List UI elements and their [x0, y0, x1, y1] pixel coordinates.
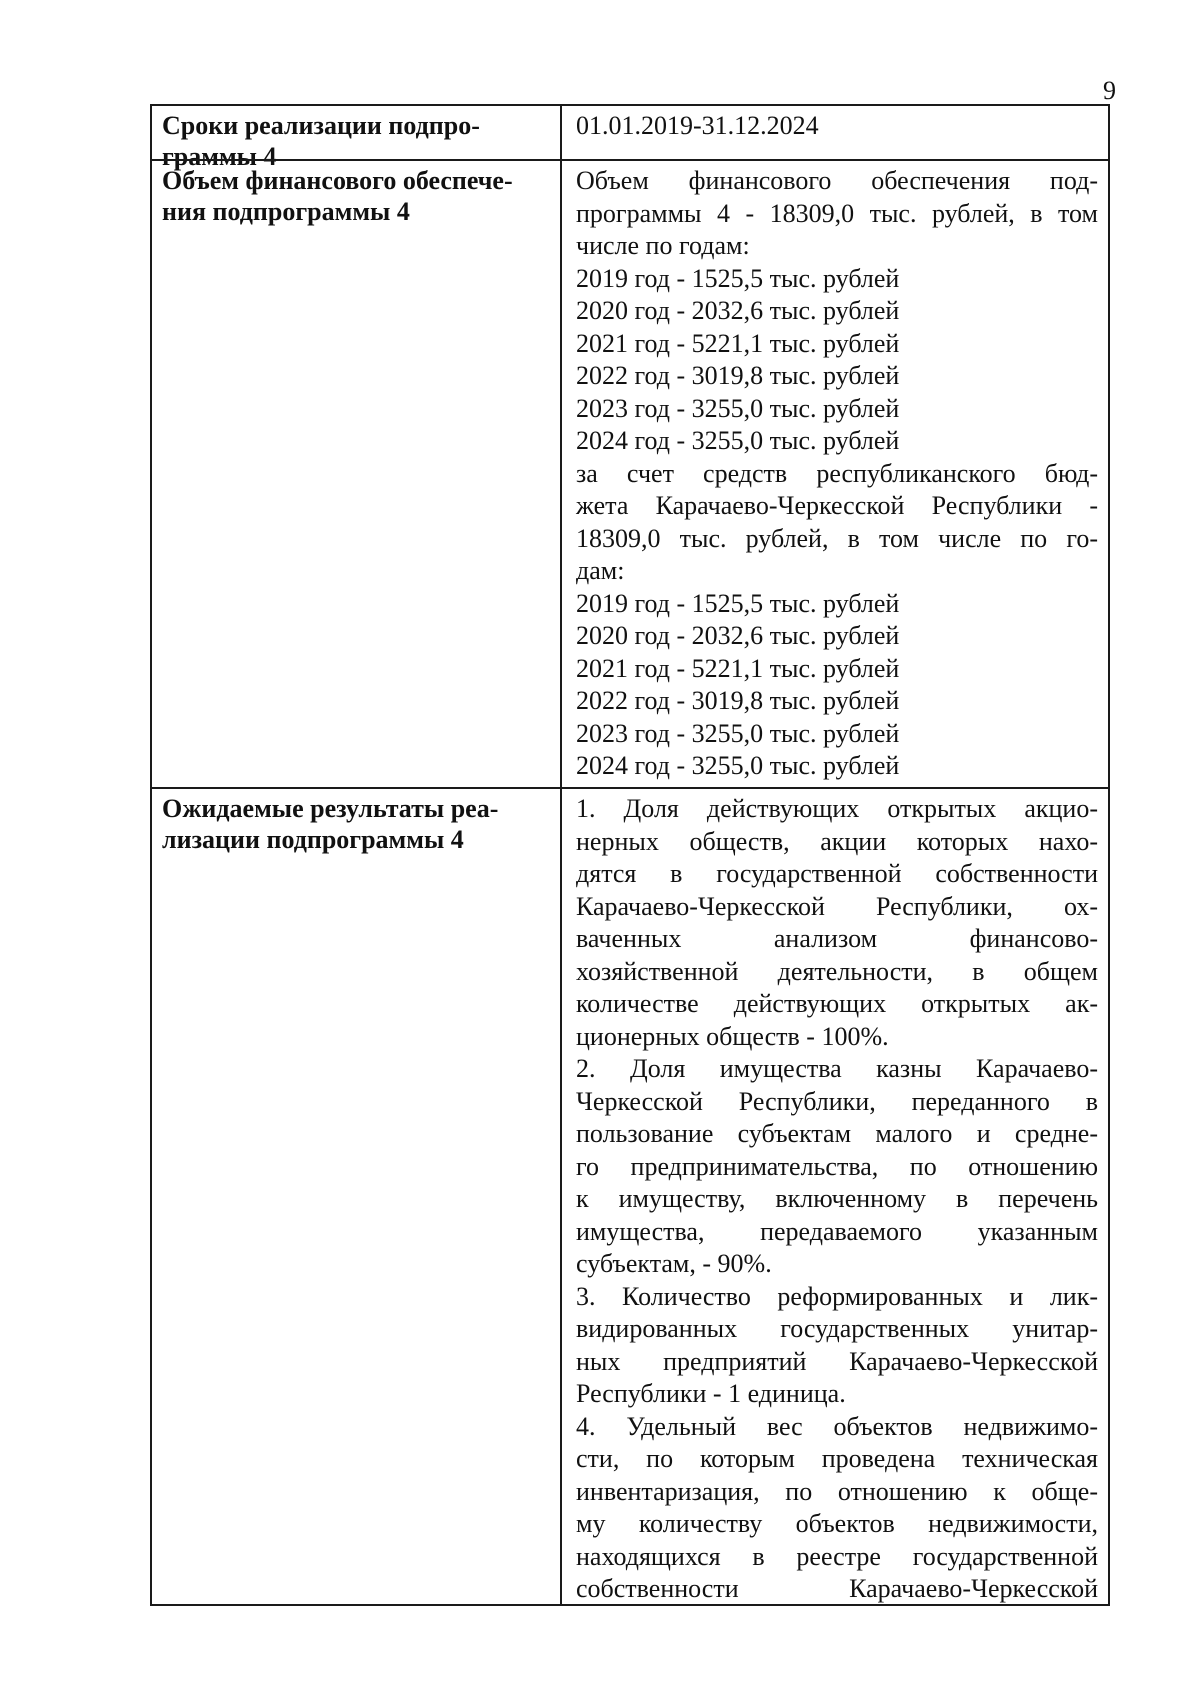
table-row-period [150, 104, 1110, 171]
value-line: ных предприятий Карачаево-Черкесской [576, 1346, 1098, 1376]
value-line: 2. Доля имущества казны Карачаево- [576, 1054, 1098, 1083]
value-cell [560, 106, 1110, 160]
label-line: Ожидаемые результаты реа- [162, 794, 499, 823]
passport-table [150, 104, 1110, 1604]
label-cell [150, 789, 560, 1604]
value-line: 2019 год - 1525,5 тыс. рублей [576, 263, 900, 293]
label-cell [150, 106, 560, 171]
value-line: 2024 год - 3255,0 тыс. рублей [576, 751, 900, 780]
value-line: за счет средств республиканского бюд- [576, 458, 1098, 488]
value-line: 2020 год - 2032,6 тыс. рублей [576, 296, 900, 325]
value-line: собственности Карачаево-Черкесской [576, 1574, 1098, 1603]
value-line: 01.01.2019-31.12.2024 [576, 111, 819, 140]
value-line: 2022 год - 3019,8 тыс. рублей [576, 686, 900, 715]
value-line: хозяйственной деятельности, в общем [576, 956, 1098, 986]
value-line: Черкесской Республики, переданного в [576, 1086, 1098, 1116]
value-line: 2021 год - 5221,1 тыс. рублей [576, 653, 900, 683]
value-line: 2019 год - 1525,5 тыс. рублей [576, 588, 900, 618]
table-row-financing [150, 159, 1110, 788]
value-line: видированных государственных унитар- [576, 1314, 1098, 1343]
row-value [562, 789, 1108, 1606]
value-line: имущества, передаваемого указанным [576, 1216, 1098, 1246]
value-cell [560, 161, 1110, 788]
value-line: 2021 год - 5221,1 тыс. рублей [576, 328, 900, 358]
value-line: субъектам, - 90%. [576, 1249, 772, 1278]
value-line: Республики - 1 единица. [576, 1379, 846, 1408]
value-line: 2023 год - 3255,0 тыс. рублей [576, 718, 900, 748]
value-line: 1. Доля действующих открытых акцио- [576, 794, 1098, 823]
value-line: сти, по которым проведена техническая [576, 1444, 1098, 1473]
value-cell [560, 789, 1110, 1604]
value-line: 4. Удельный вес объектов недвижимо- [576, 1411, 1098, 1441]
value-line: 18309,0 тыс. рублей, в том числе по го- [576, 523, 1098, 553]
row-label [152, 789, 560, 855]
row-label [152, 161, 560, 227]
value-line: 2023 год - 3255,0 тыс. рублей [576, 393, 900, 423]
value-line: дятся в государственной собственности [576, 859, 1098, 888]
row-value [562, 161, 1108, 783]
value-line: ваченных анализом финансово- [576, 924, 1098, 953]
value-line: к имуществу, включенному в перечень [576, 1184, 1098, 1213]
value-line: нерных обществ, акции которых нахо- [576, 826, 1098, 856]
label-line: Объем финансового обеспече- [162, 166, 513, 195]
value-line: 2022 год - 3019,8 тыс. рублей [576, 361, 900, 390]
value-line: 2020 год - 2032,6 тыс. рублей [576, 621, 900, 650]
label-line: лизации подпрограммы 4 [162, 825, 464, 854]
value-line: программы 4 - 18309,0 тыс. рублей, в том [576, 198, 1098, 228]
value-line: жета Карачаево-Черкесской Республики - [576, 491, 1098, 520]
label-line: Сроки реализации подпро- [162, 111, 480, 140]
page-number: 9 [1103, 76, 1116, 105]
value-line: Карачаево-Черкесской Республики, ох- [576, 891, 1098, 921]
value-line: количестве действующих открытых ак- [576, 989, 1098, 1018]
value-line: числе по годам: [576, 231, 750, 260]
value-line: 3. Количество реформированных и лик- [576, 1281, 1098, 1311]
value-line: инвентаризация, по отношению к обще- [576, 1476, 1098, 1506]
label-line: ния подпрограммы 4 [162, 197, 410, 226]
value-line: го предпринимательства, по отношению [576, 1151, 1098, 1181]
label-line: граммы 4 [162, 142, 277, 171]
value-line: 2024 год - 3255,0 тыс. рублей [576, 426, 900, 455]
label-cell [150, 161, 560, 788]
value-line: Объем финансового обеспечения под- [576, 166, 1098, 195]
table-row-results [150, 787, 1110, 1606]
value-line: ционерных обществ - 100%. [576, 1021, 889, 1051]
value-line: му количеству объектов недвижимости, [576, 1509, 1098, 1538]
row-value [562, 106, 1108, 143]
value-line: находящихся в реестре государственной [576, 1541, 1098, 1571]
value-line: пользование субъектам малого и средне- [576, 1119, 1098, 1148]
value-line: дам: [576, 556, 625, 585]
